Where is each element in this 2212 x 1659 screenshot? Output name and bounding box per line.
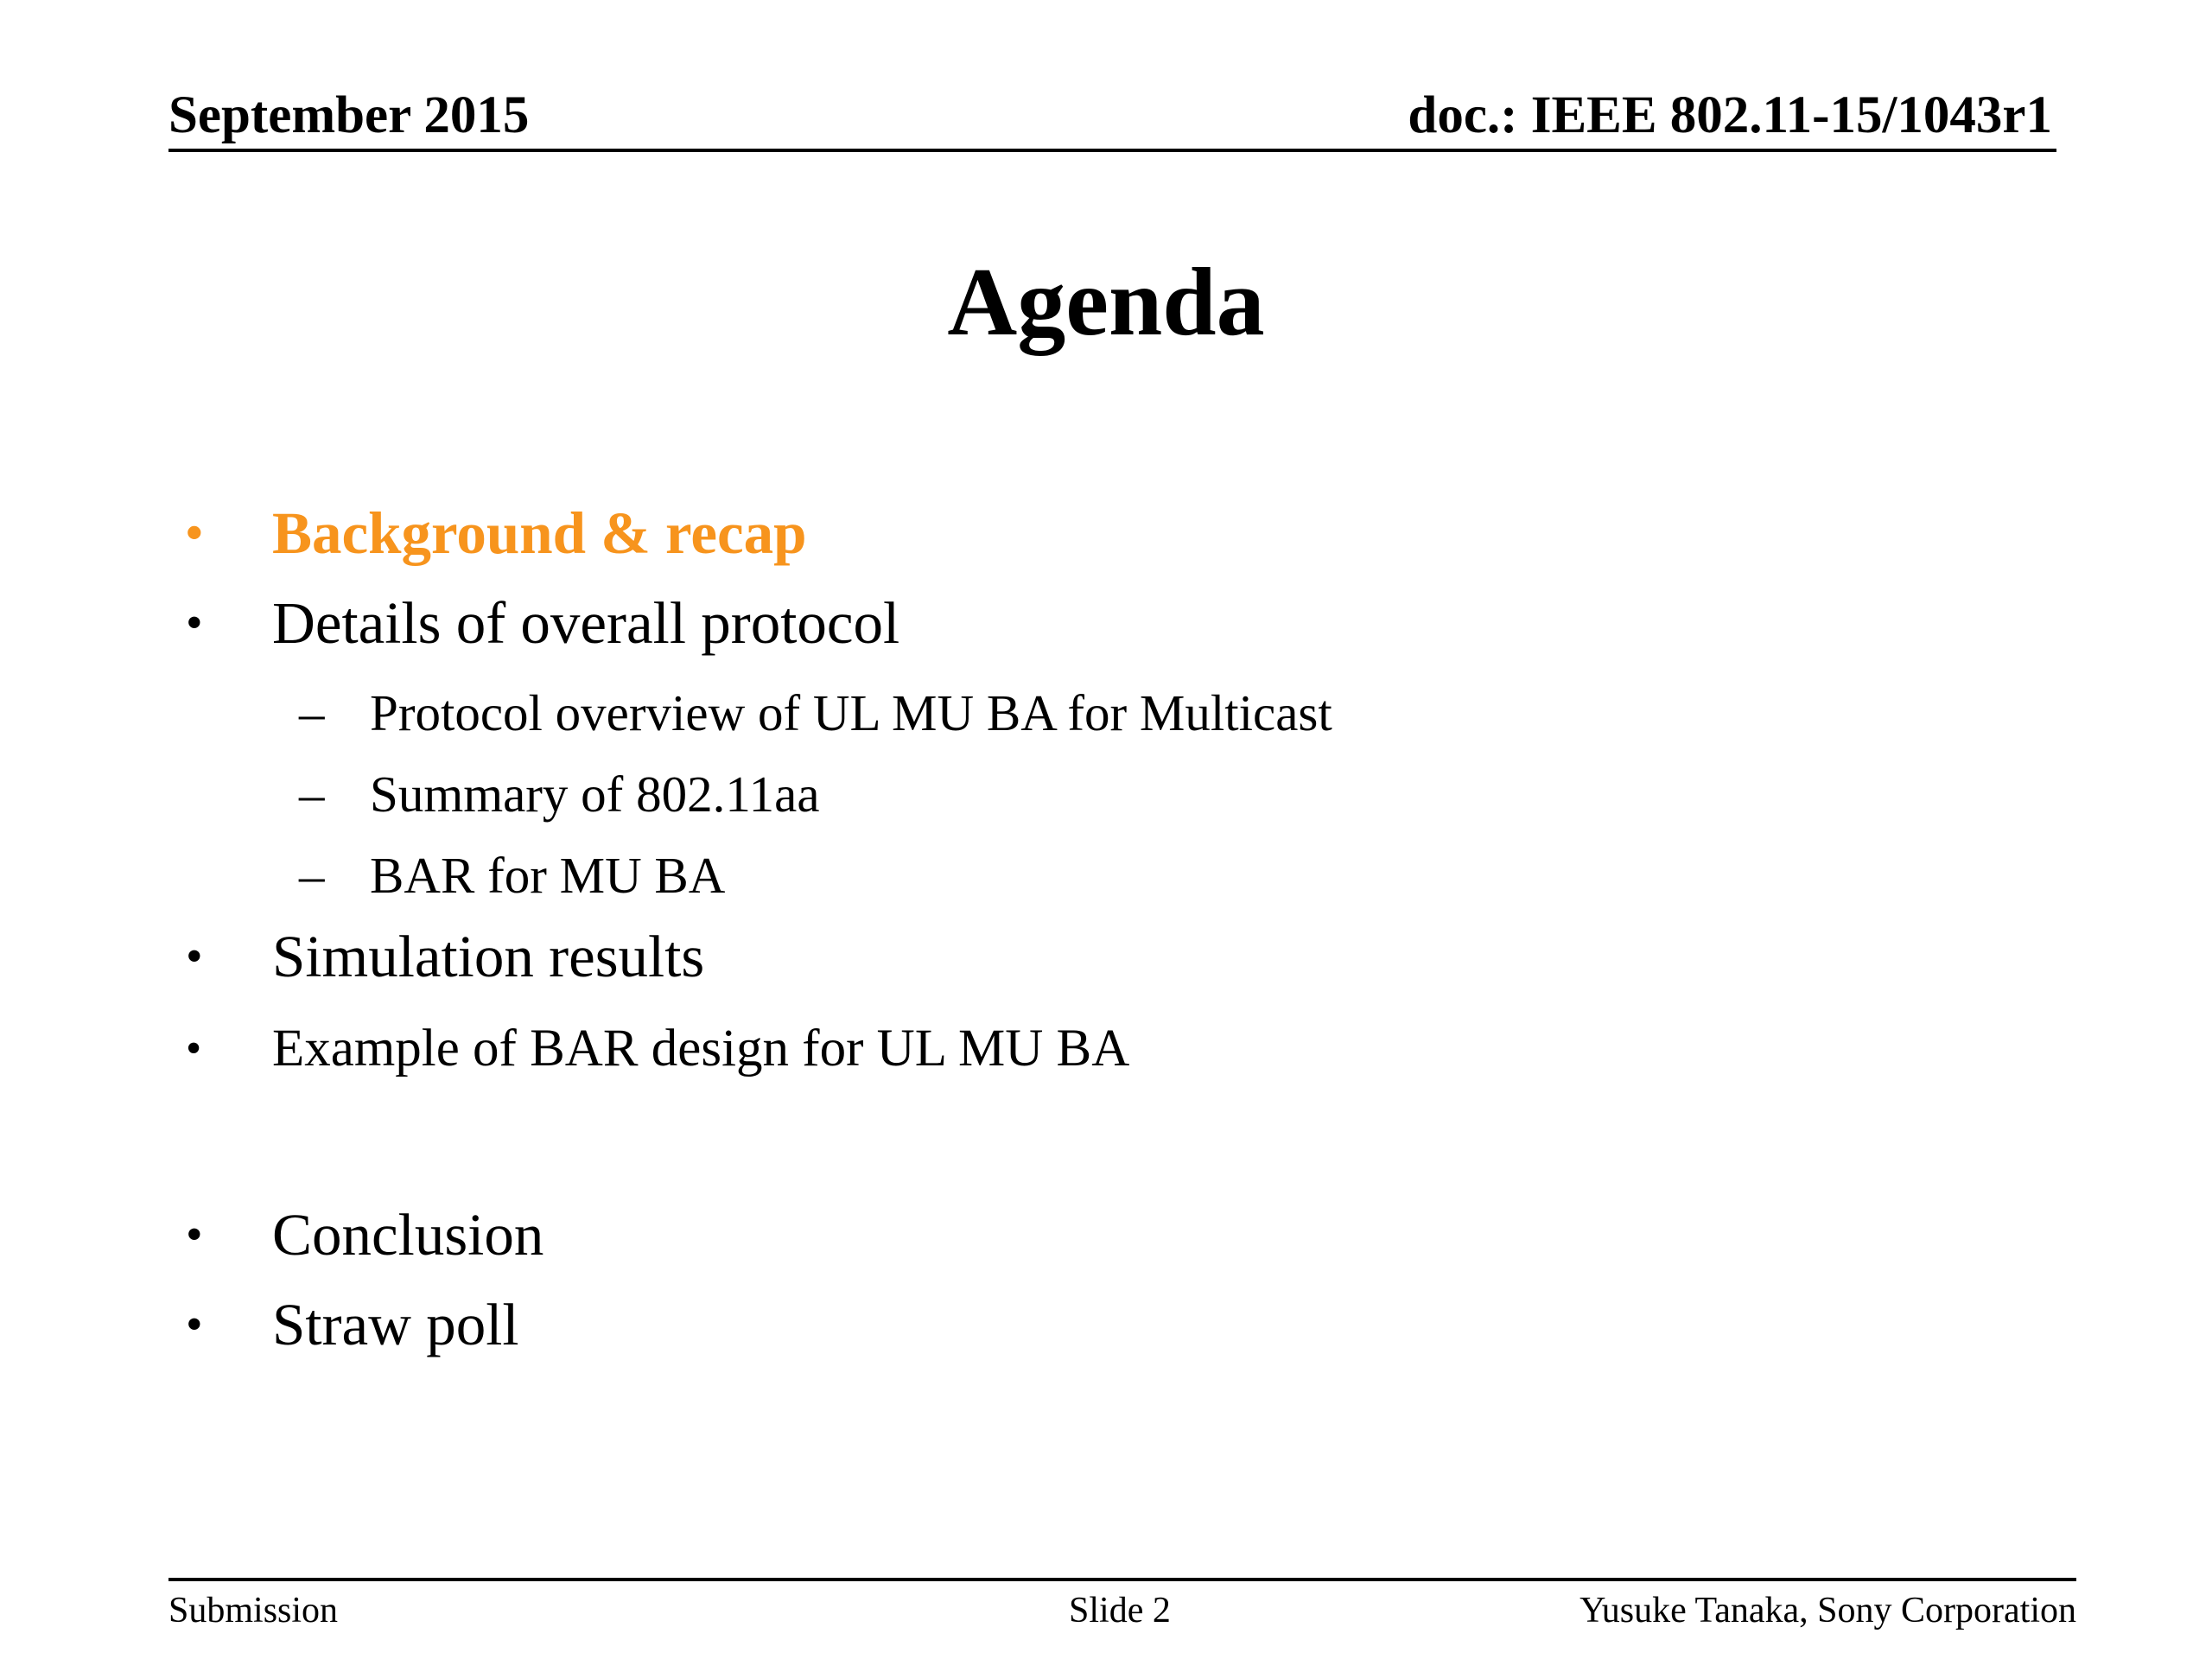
header-doc-id: doc.: IEEE 802.11-15/1043r1: [1408, 86, 2052, 144]
footer-submission: Submission: [168, 1591, 339, 1630]
bullet-marker: •: [186, 1298, 203, 1351]
agenda-item-example: [186, 1014, 1130, 1084]
agenda-subitem-label: BAR for MU BA: [370, 847, 726, 904]
agenda-subitem-protocol-overview: [299, 679, 1332, 747]
slide-footer: [168, 1578, 2076, 1633]
agenda-item-label: Background & recap: [272, 500, 807, 566]
slide-title: Agenda: [947, 249, 1265, 356]
agenda-item-background: [186, 494, 807, 572]
agenda-item-conclusion: [186, 1196, 544, 1274]
bullet-marker: •: [186, 1024, 202, 1073]
agenda-item-straw-poll: [186, 1286, 519, 1363]
agenda-item-label: Conclusion: [272, 1202, 544, 1268]
agenda-item-label: Simulation results: [272, 924, 705, 989]
bullet-marker: •: [186, 506, 203, 560]
agenda-item-label: Details of overall protocol: [272, 590, 900, 656]
agenda-subitem-summary: [299, 760, 820, 828]
agenda-item-label: Example of BAR design for UL MU BA: [272, 1020, 1130, 1077]
bullet-marker: •: [186, 930, 203, 983]
agenda-subitem-bar: [299, 842, 726, 909]
footer-slide-number: Slide 2: [1069, 1591, 1171, 1630]
dash-marker: –: [299, 766, 325, 823]
agenda-item-details: [186, 584, 900, 662]
bullet-marker: •: [186, 596, 203, 650]
bullet-marker: •: [186, 1208, 203, 1262]
header-date: September 2015: [168, 86, 530, 144]
agenda-subitem-label: Protocol overview of UL MU BA for Multicast: [370, 684, 1332, 741]
agenda-item-label: Straw poll: [272, 1292, 519, 1357]
dash-marker: –: [299, 684, 325, 741]
agenda-item-simulation: [186, 918, 705, 995]
footer-author: Yusuke Tanaka, Sony Corporation: [1580, 1591, 2076, 1630]
agenda-subitem-label: Summary of 802.11aa: [370, 766, 820, 823]
dash-marker: –: [299, 847, 325, 904]
